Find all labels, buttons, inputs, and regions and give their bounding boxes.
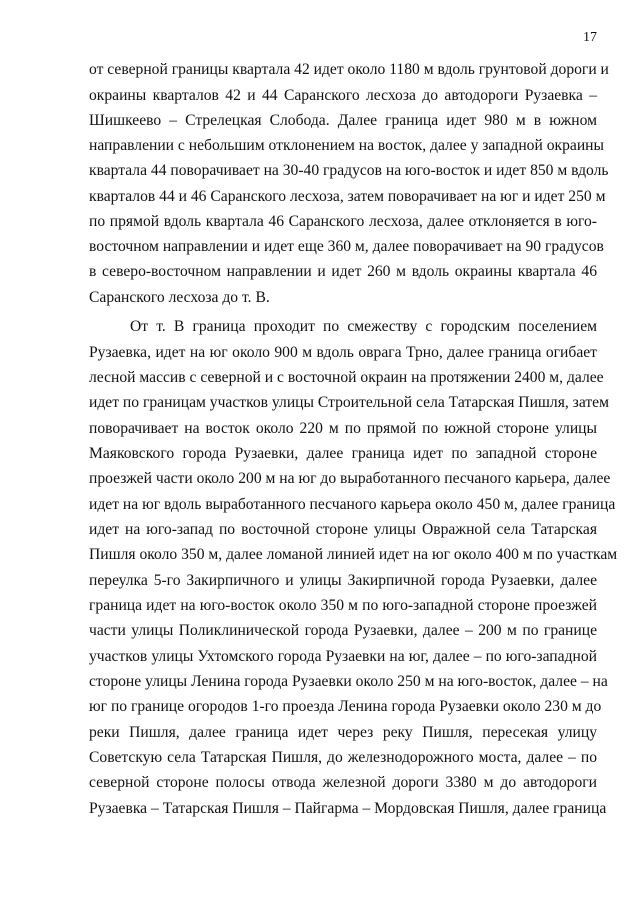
text-line: переулка 5-го Закирпичного и улицы Закирпичной города Рузаевки, далее: [89, 572, 597, 589]
text-line: реки Пишля, далее граница идет через реку Пишля, пересекая улицу: [89, 724, 597, 741]
text-line: квартала 44 поворачивает на 30-40 градусов на юго-восток и идет 850 м вдоль: [89, 162, 609, 179]
text-line: направлении с небольшим отклонением на восток, далее у западной окраины: [89, 137, 604, 154]
text-line: стороне улицы Ленина города Рузаевки около 250 м на юго-восток, далее – на: [89, 673, 608, 690]
text-line: окраины кварталов 42 и 44 Саранского лесхоза до автодороги Рузаевка –: [89, 87, 597, 104]
text-line: в северо-восточном направлении и идет 260 м вдоль окраины квартала 46: [89, 263, 597, 280]
text-line: Советскую села Татарская Пишля, до железнодорожного моста, далее – по: [89, 749, 597, 766]
text-line: части улицы Поликлинической города Рузаевки, далее – 200 м по границе: [89, 622, 597, 639]
text-line: От т. В граница проходит по смежеству с городским поселением: [130, 318, 597, 335]
text-line: Пишля около 350 м, далее ломаной линией идет на юг около 400 м по участкам: [89, 546, 618, 563]
text-line: северной стороне полосы отвода железной дороги 3380 м до автодороги: [89, 774, 597, 791]
text-line: Саранского лесхоза до т. В.: [89, 289, 270, 306]
text-line: участков улицы Ухтомского города Рузаевки на юг, далее – по юго-западной: [89, 648, 597, 665]
text-line: поворачивает на восток около 220 м по прямой по южной стороне улицы: [89, 420, 597, 437]
text-line: восточном направлении и идет еще 360 м, далее поворачивает на 90 градусов: [89, 238, 604, 255]
text-line: юг по границе огородов 1-го проезда Ленина города Рузаевки около 230 м до: [89, 698, 602, 715]
text-line: лесной массив с северной и с восточной окраин на протяжении 2400 м, далее: [89, 369, 604, 386]
text-line: Рузаевка – Татарская Пишля – Пайгарма – Мордовская Пишля, далее граница: [89, 800, 607, 817]
text-line: Шишкеево – Стрелецкая Слобода. Далее граница идет 980 м в южном: [89, 112, 597, 129]
text-line: Маяковского города Рузаевки, далее граница идет по западной стороне: [89, 445, 597, 462]
text-line: идет по границам участков улицы Строительной села Татарская Пишля, затем: [89, 394, 609, 411]
text-line: идет на юго-запад по восточной стороне улицы Овражной села Татарская: [89, 521, 597, 538]
text-line: граница идет на юго-восток около 350 м по юго-западной стороне проезжей: [89, 597, 597, 614]
page-number: 17: [583, 30, 597, 45]
text-line: кварталов 44 и 46 Саранского лесхоза, затем поворачивает на юг и идет 250 м: [89, 188, 606, 205]
text-line: проезжей части около 200 м на юг до выработанного песчаного карьера, далее: [89, 470, 611, 487]
text-line: от северной границы квартала 42 идет около 1180 м вдоль грунтовой дороги и: [89, 61, 609, 78]
text-line: идет на юг вдоль выработанного песчаного карьера около 450 м, далее граница: [89, 496, 616, 513]
text-line: Рузаевка, идет на юг около 900 м вдоль оврага Трно, далее граница огибает: [89, 344, 597, 361]
text-line: по прямой вдоль квартала 46 Саранского лесхоза, далее отклоняется в юго-: [89, 213, 597, 230]
